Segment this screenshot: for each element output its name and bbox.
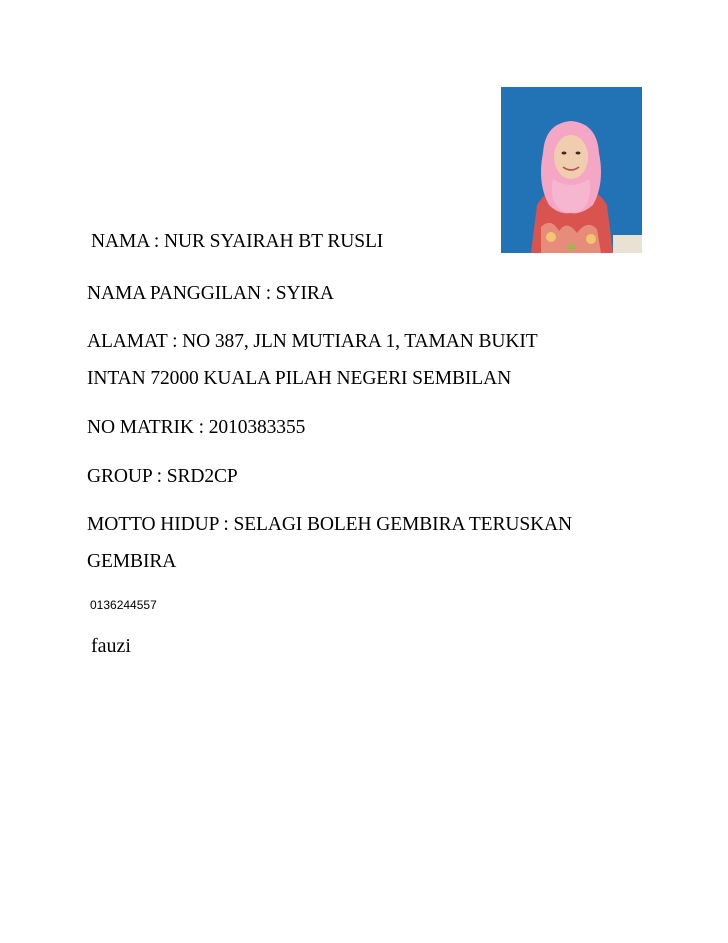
- nickname-text: NAMA PANGGILAN : SYIRA: [87, 283, 334, 304]
- address-line-2: INTAN 72000 KUALA PILAH NEGERI SEMBILAN: [87, 368, 512, 389]
- signature-text: fauzi: [91, 635, 131, 657]
- name-text: NAMA : NUR SYAIRAH BT RUSLI: [91, 231, 384, 252]
- address-line-1: ALAMAT : NO 387, JLN MUTIARA 1, TAMAN BUKIT: [87, 331, 538, 352]
- portrait-image: [501, 87, 642, 253]
- motto-line-1: MOTTO HIDUP : SELAGI BOLEH GEMBIRA TERUSKAN: [87, 514, 573, 535]
- matric-number-text: NO MATRIK : 2010383355: [87, 417, 306, 438]
- phone-number-text: 0136244557: [90, 598, 157, 612]
- motto-line-2: GEMBIRA: [87, 551, 177, 572]
- profile-photo: [501, 87, 642, 253]
- group-text: GROUP : SRD2CP: [87, 466, 238, 487]
